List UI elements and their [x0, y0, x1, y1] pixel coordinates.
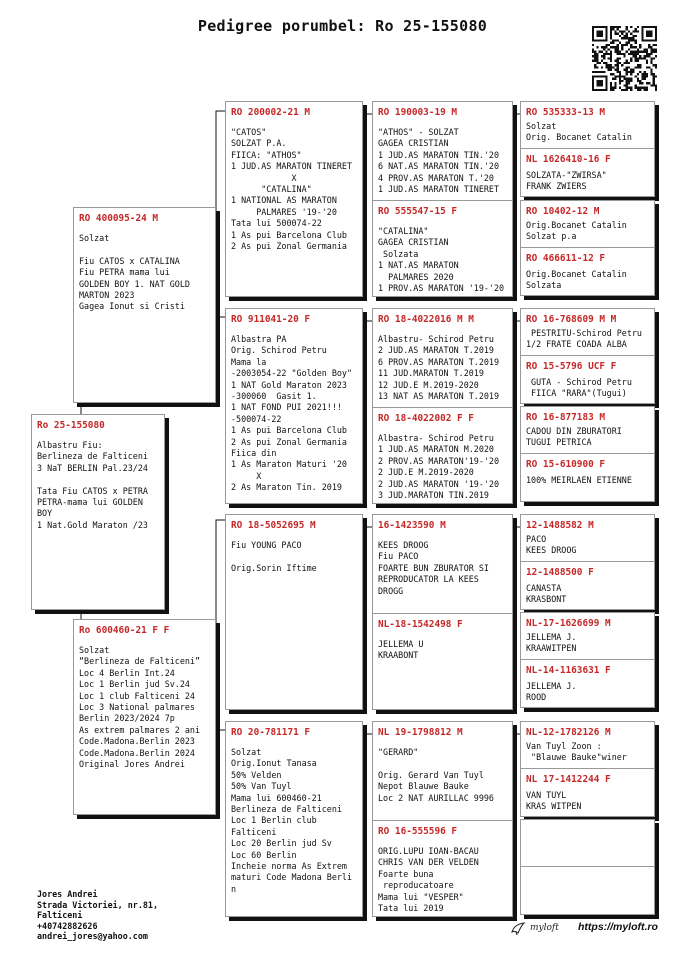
owner-city: Falticeni	[37, 910, 83, 921]
pigeon-notes: Albastra PA Orig. Schirod Petru Mama la -2003054-22 "Golden Boy" 1 NAT Gold Maraton 2023 -300060 Gasit 1. 1 NAT FOND PUI 2021!!! -500074-22 1 As pui Barcelona Club 2 As pui Zonal Germania Fiica din 1 As Maraton Maturi '20 X 2 As Maraton Tin. 2019	[231, 334, 353, 493]
pigeon-notes: Albastra- Schirod Petru 1 JUD.AS MARATON M.2020 2 PROV.AS MARATON'19-'20 2 JUD.E M.2019-2020 2 JUD.AS MARATON '19-'20 3 JUD.MARATON TIN.2019	[378, 433, 500, 501]
ring-number: NL-14-1163631 F	[526, 665, 611, 676]
pigeon-notes: PACO KEES DROOG	[526, 534, 577, 556]
pigeon-notes: Orig.Bocanet Catalin Solzata	[526, 269, 627, 291]
pigeon-notes: 100% MEIRLAEN ETIENNE	[526, 475, 632, 485]
pedigree-card-gen4-b	[520, 200, 655, 296]
ring-number: RO 200002-21 M	[231, 107, 311, 118]
pigeon-notes: CANASTA KRASBONT	[526, 583, 567, 605]
ring-number: NL 19-1798812 M	[378, 727, 463, 738]
ring-number: RO 400095-24 M	[79, 213, 159, 224]
ring-number: NL-18-1542498 F	[378, 619, 463, 630]
ring-number: RO 16-877183 M	[526, 412, 606, 423]
ring-number: Ro 25-155080	[37, 420, 105, 431]
ring-number: NL 17-1412244 F	[526, 774, 611, 785]
pedigree-card-sire	[73, 207, 216, 403]
pigeon-notes: VAN TUYL KRAS WITPEN	[526, 790, 582, 812]
ring-number: RO 15-5796 UCF F	[526, 361, 617, 372]
logo-text: myloft	[530, 923, 559, 933]
pigeon-notes: CADOU DIN ZBURATORI TUGUI PETRICA	[526, 426, 622, 448]
ring-number: RO 18-4022016 M M	[378, 314, 474, 325]
ring-number: RO 18-5052695 M	[231, 520, 316, 531]
website-link[interactable]: https://myloft.ro	[578, 921, 658, 933]
ring-number: RO 18-4022002 F F	[378, 413, 474, 424]
pigeon-notes: GUTA - Schirod Petru FIICA "RARA"(Tugui)	[531, 377, 632, 399]
pigeon-notes: PESTRITU-Schirod Petru 1/2 FRATE COADA ALBA	[526, 328, 642, 350]
ring-number: RO 16-768609 M M	[526, 314, 617, 325]
pigeon-notes: "CATALINA" GAGEA CRISTIAN Solzata 1 NAT.AS MARATON PALMARES 2020 1 PROV.AS MARATON '19-'20	[378, 226, 505, 294]
page-title: Pedigree porumbel: Ro 25-155080	[197, 17, 488, 35]
ring-number: 12-1488500 F	[526, 567, 594, 578]
ring-number: RO 10402-12 M	[526, 206, 600, 217]
pedigree-card-gen4-f	[520, 612, 655, 708]
pigeon-notes: Solzat Orig. Bocanet Catalin	[526, 121, 632, 143]
ring-number: RO 555547-15 F	[378, 206, 458, 217]
pigeon-notes: JELLEMA J. KRAAWITPEN	[526, 632, 577, 654]
owner-street: Strada Victoriei, nr.81,	[37, 899, 159, 910]
pedigree-card-sire-dam	[225, 308, 363, 504]
pigeon-notes: SOLZATA-"ZWIRSA" FRANK ZWIERS	[526, 170, 607, 192]
pigeon-notes: Solzat Fiu CATOS x CATALINA Fiu PETRA mama lui GOLDEN BOY 1. NAT GOLD MARTON 2023 Gagea Ionut si Cristi	[79, 233, 190, 312]
pigeon-notes: Fiu YOUNG PACO Orig.Sorin Iftime	[231, 540, 317, 573]
ring-number: RO 466611-12 F	[526, 253, 606, 264]
pedigree-card-sire-sire	[225, 101, 363, 297]
ring-number: RO 16-555596 F	[378, 826, 458, 837]
pedigree-card-gen3-dam-dam	[372, 721, 513, 917]
pigeon-notes: Solzat Orig.Ionut Tanasa 50% Velden 50% Van Tuyl Mama lui 600460-21 Berlineza de Falticeni Loc 1 Berlin club Falticeni Loc 20 Berlin jud Sv Loc 60 Berlin Incheie norma As Extrem maturi Code Madona Berli n	[231, 747, 353, 894]
pedigree-card-gen4-e	[520, 514, 655, 610]
pigeon-notes: "GERARD" Orig. Gerard Van Tuyl Nepot Blauwe Bauke Loc 2 NAT AURILLAC 9996	[378, 747, 494, 803]
ring-number: RO 20-781171 F	[231, 727, 311, 738]
pigeon-notes: Albastru- Schirod Petru 2 JUD.AS MARATON T.2019 6 PROV.AS MARATON T.2019 11 JUD.MARATON T.2019 12 JUD.E M.2019-2020 13 NAT AS MARATON T.2019	[378, 334, 500, 402]
owner-email: andrei_jores@yahoo.com	[37, 931, 148, 942]
pigeon-notes: "CATOS" SOLZAT P.A. FIICA: "ATHOS" 1 JUD.AS MARATON TINERET X "CATALINA" 1 NATIONAL AS MARATON PALMARES '19-'20 Tata lui 500074-22 1 As pui Barcelona Club 2 As pui Zonal Germania	[231, 127, 353, 252]
pedigree-card-gen3-sire-sire	[372, 101, 513, 297]
ring-number: NL 1626410-16 F	[526, 154, 611, 165]
pedigree-card-dam	[73, 619, 216, 815]
pigeon-notes: JELLEMA U KRAABONT	[378, 639, 424, 661]
pigeon-notes: Orig.Bocanet Catalin Solzat p.a	[526, 220, 627, 242]
ring-number: NL-12-1782126 M	[526, 727, 611, 738]
pedigree-card-gen3-sire-dam	[372, 308, 513, 504]
ring-number: RO 15-610900 F	[526, 459, 606, 470]
pigeon-logo-icon	[510, 920, 526, 936]
pedigree-card-gen4-a	[520, 101, 655, 197]
pedigree-card-subject	[31, 414, 165, 610]
pedigree-card-gen3-dam-sire	[372, 514, 513, 710]
qr-code	[592, 26, 657, 91]
ring-number: NL-17-1626699 M	[526, 618, 611, 629]
pedigree-card-gen4-d	[520, 406, 655, 502]
ring-number: Ro 600460-21 F F	[79, 625, 170, 636]
pigeon-notes: "ATHOS" - SOLZAT GAGEA CRISTIAN 1 JUD.AS MARATON TIN.'20 6 NAT.AS MARATON TIN.'20 4 PROV.AS MARATON T.'20 1 JUD.AS MARATON TINERET	[378, 127, 500, 195]
pigeon-notes: Albastru Fiu: Berlineza de Falticeni 3 NaT BERLIN Pal.23/24 Tata Fiu CATOS x PETRA PETRA-mama lui GOLDEN BOY 1 Nat.Gold Maraton /23	[37, 440, 148, 530]
ring-number: 12-1488582 M	[526, 520, 594, 531]
pigeon-notes: ORIG.LUPU IOAN-BACAU CHRIS VAN DER VELDEN Foarte buna reproducatoare Mama lui "VESPER" Tata lui 2019	[378, 846, 479, 914]
pedigree-card-gen4-c	[520, 308, 655, 404]
pedigree-card-gen4-g	[520, 721, 655, 817]
ring-number: 16-1423590 M	[378, 520, 446, 531]
owner-name: Jores Andrei	[37, 889, 98, 899]
myloft-logo	[510, 920, 559, 936]
ring-number: RO 911041-20 F	[231, 314, 311, 325]
pedigree-card-dam-dam	[225, 721, 363, 917]
pigeon-notes: JELLEMA J. ROOD	[526, 681, 577, 703]
owner-phone: +40742882626	[37, 920, 98, 931]
pigeon-notes: Solzat “Berlineza de Falticeni” Loc 4 Berlin Int.24 Loc 1 Berlin jud Sv.24 Loc 1 club Falticeni 24 Loc 3 National palmares Berlin 2023/2024 7p As extrem palmares 2 ani Code.Madona.Berlin 2023 Code.Madona.Berlin 2024 Original Jores Andrei	[79, 645, 201, 770]
ring-number: RO 190003-19 M	[378, 107, 458, 118]
pigeon-notes: KEES DROOG Fiu PACO FOARTE BUN ZBURATOR SI REPRODUCATOR LA KEES DROGG	[378, 540, 489, 596]
pedigree-card-gen4-h	[520, 819, 655, 915]
owner-contact	[37, 889, 158, 942]
pedigree-card-dam-sire	[225, 514, 363, 710]
pigeon-notes: Van Tuyl Zoon : "Blauwe Bauke"winer	[526, 741, 627, 763]
ring-number: RO 535333-13 M	[526, 107, 606, 118]
